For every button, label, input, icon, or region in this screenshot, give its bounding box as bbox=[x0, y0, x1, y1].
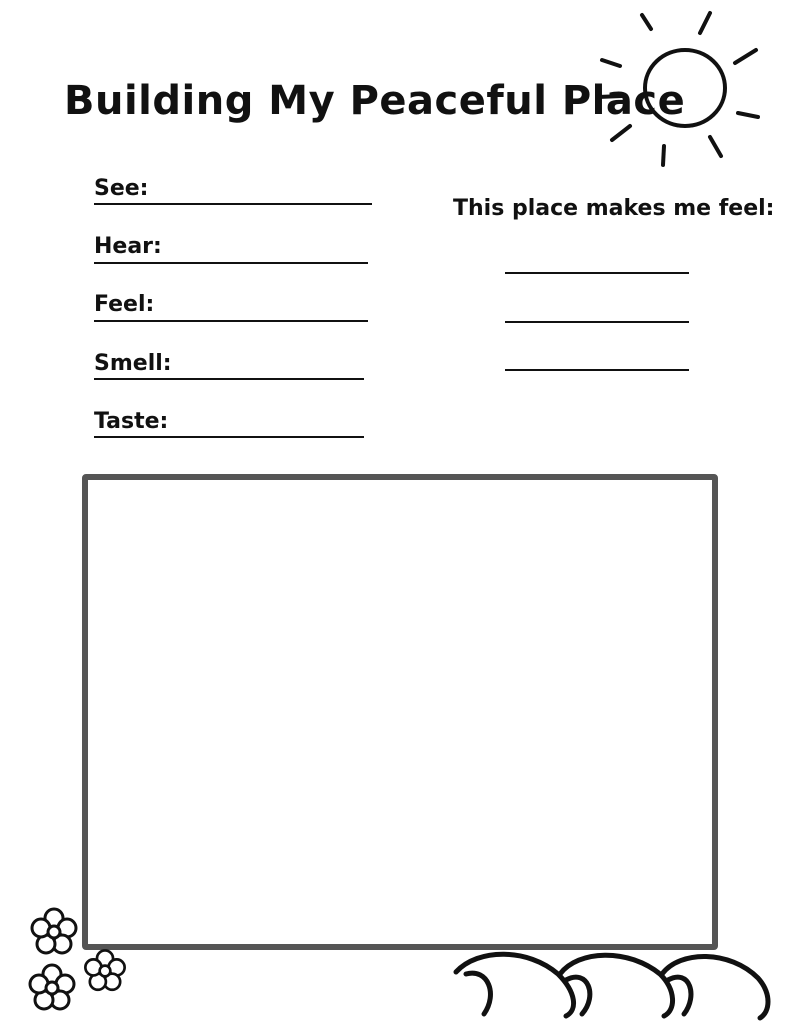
page-title: Building My Peaceful Place bbox=[64, 78, 686, 124]
feelings-answer-line-2[interactable] bbox=[505, 321, 689, 323]
feelings-answer-line-3[interactable] bbox=[505, 369, 689, 371]
feelings-prompt: This place makes me feel: bbox=[453, 196, 775, 221]
sense-field-hear bbox=[94, 234, 162, 259]
wave-icon bbox=[448, 944, 778, 1024]
hear-answer-line[interactable] bbox=[94, 262, 368, 264]
flower-icon bbox=[80, 946, 130, 996]
sense-label-taste: Taste: bbox=[94, 409, 169, 434]
sun-icon bbox=[590, 5, 770, 175]
feel-answer-line[interactable] bbox=[94, 320, 368, 322]
sense-field-feel bbox=[94, 292, 154, 317]
sense-label-feel: Feel: bbox=[94, 292, 155, 317]
feelings-answer-line-1[interactable] bbox=[505, 272, 689, 274]
sense-field-see bbox=[94, 176, 148, 201]
see-answer-line[interactable] bbox=[94, 203, 372, 205]
sense-field-taste bbox=[94, 409, 168, 434]
flower-icon bbox=[24, 960, 80, 1016]
taste-answer-line[interactable] bbox=[94, 436, 364, 438]
flower-icon bbox=[26, 904, 82, 960]
smell-answer-line[interactable] bbox=[94, 378, 364, 380]
sense-label-see: See: bbox=[94, 176, 149, 201]
sense-label-hear: Hear: bbox=[94, 234, 162, 259]
sense-label-smell: Smell: bbox=[94, 351, 172, 376]
sense-field-smell bbox=[94, 351, 172, 376]
drawing-area[interactable] bbox=[82, 474, 718, 950]
